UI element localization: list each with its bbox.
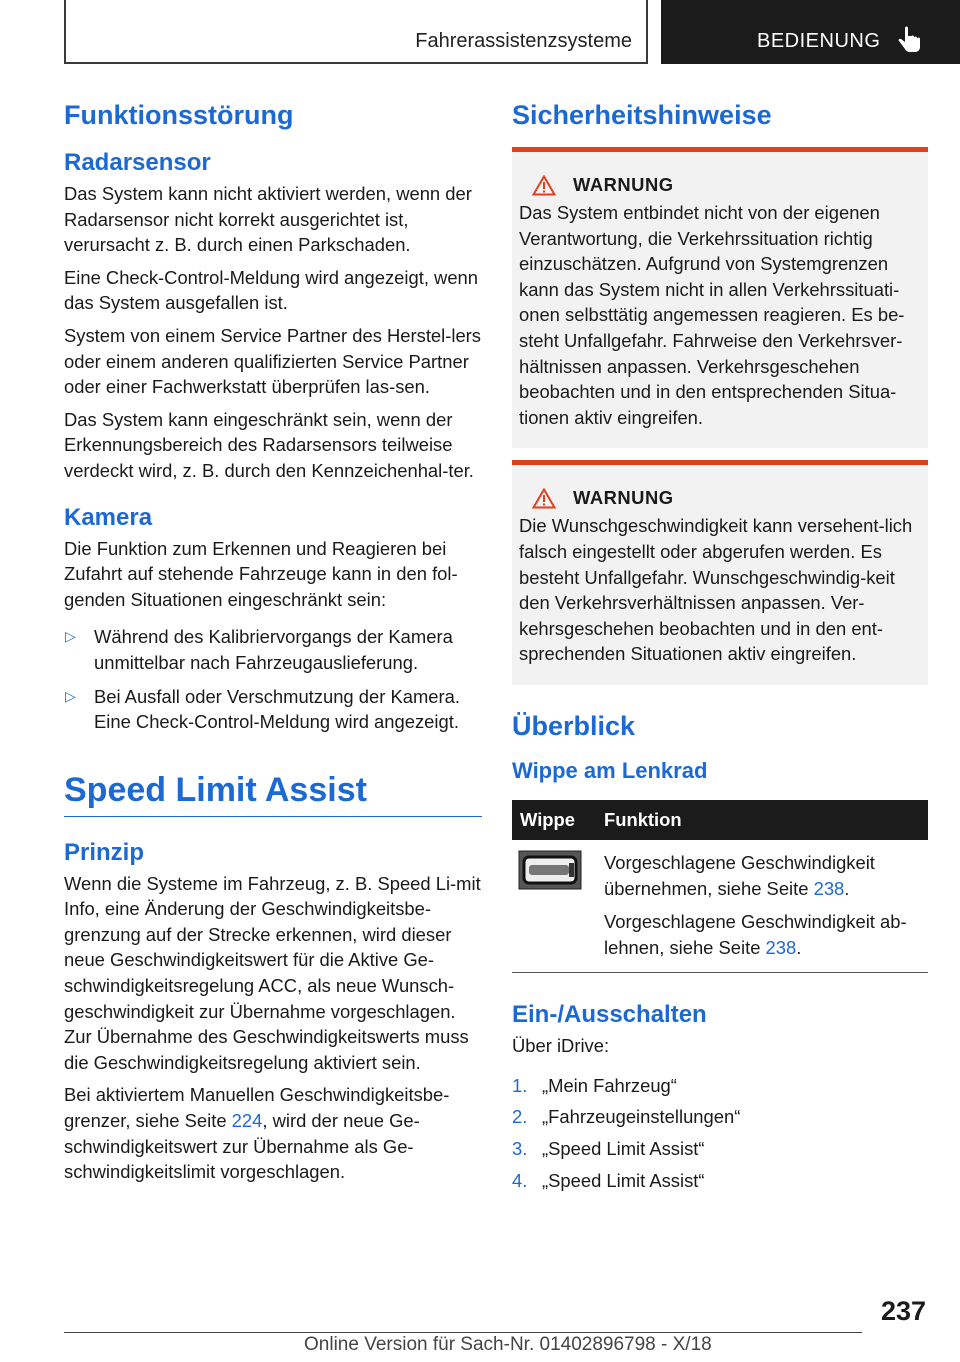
footer-text: Online Version für Sach-Nr. 01402896798 - X/18 [304, 1334, 712, 1355]
heading-kamera: Kamera [64, 503, 153, 531]
header-section-box [64, 0, 648, 64]
list-item: ▷ Während des Kalibriervorgangs der Kamera unmittelbar nach Fahrzeugauslieferung. [65, 626, 453, 673]
header-section-title: Fahrerassistenzsysteme [415, 30, 632, 52]
page-link-238[interactable]: 238 [765, 936, 797, 958]
warning-label: WARNUNG [573, 174, 674, 195]
page-link-224[interactable]: 224 [231, 1110, 263, 1132]
radar-paragraph-4: Das System kann eingeschränkt sein, wenn der Erkennungsbereich des Radarsensors teilweise verdeckt wird, z. B. durch den Kennzeichenhal-ter. [64, 408, 474, 481]
heading-ein-ausschalten: Ein-/Ausschalten [512, 1001, 707, 1029]
ein-intro: Über iDrive: [512, 1035, 610, 1057]
heading-radarsensor: Radarsensor [64, 149, 211, 176]
page-link-238[interactable]: 238 [813, 877, 845, 899]
warning-box-1 [512, 147, 928, 448]
radar-paragraph-1: Das System kann nicht aktiviert werden, wenn der Radarsensor nicht korrekt ausgerichtet ist, verursacht z. B. durch einen Parkschaden. [64, 183, 472, 256]
table-header-funktion: Funktion [604, 800, 928, 840]
kamera-bullet-list [64, 624, 482, 734]
wippe-table [512, 800, 928, 973]
triangle-bullet-icon: ▷ [65, 687, 76, 704]
list-item: 1. „Mein Fahrzeug“ [512, 1074, 677, 1096]
list-item: ▷ Bei Ausfall oder Verschmutzung der Kamera. Eine Check-Control-Meldung wird angezeigt. [65, 685, 460, 733]
steering-rocker-icon [518, 850, 582, 890]
warning-label: WARNUNG [573, 487, 674, 509]
heading-prinzip: Prinzip [64, 838, 145, 866]
radar-paragraph-2: Eine Check-Control-Meldung wird angezeigt, wenn das System ausgefallen ist. [64, 266, 479, 314]
warning-box-2 [512, 460, 928, 685]
section-title-funktionsstoerung: Funktionsstörung [64, 100, 294, 130]
prinzip-paragraph-1: Wenn die Systeme im Fahrzeug, z. B. Speed Li-mit Info, eine Änderung der Geschwindigkeitsbe-grenzung auf der Strecke erkennen, wird dieser neue Geschwindigkeitswert für die Aktive Ge-schwindigkeitsregelung ACC, als neue Wunsch-geschwindigkeit zur Übernahme vorgeschlagen. Zur Übernahme des Geschwindigkeitswerts muss die Geschwindigkeitsregelung aktiviert sein. [64, 872, 481, 1073]
list-item: 3. „Speed Limit Assist“ [512, 1138, 705, 1160]
steps-list [512, 1073, 928, 1193]
header-chapter-title: BEDIENUNG [757, 30, 881, 52]
page-number: 237 [880, 1296, 926, 1326]
warning-triangle-icon [532, 175, 556, 196]
table-cell-ablehnen: Vorgeschlagene Geschwindigkeit ab-lehnen, siehe Seite 238. [604, 911, 907, 958]
hand-pointer-icon [897, 26, 923, 54]
heading-wippe-am-lenkrad: Wippe am Lenkrad [512, 757, 708, 783]
warning-triangle-icon [532, 488, 556, 509]
list-item: 2. „Fahrzeugeinstellungen“ [512, 1106, 741, 1128]
list-item: 4. „Speed Limit Assist“ [512, 1169, 705, 1191]
left-column [64, 100, 482, 1192]
section-title-ueberblick: Überblick [512, 710, 636, 741]
warning-text-1: Das System entbindet nicht von der eigenen Verantwortung, die Verkehrssituation richtig einzuschätzen. Aufgrund von Systemgrenzen kann das System nicht in allen Verkehrssituati-onen selbsttätig angemessen reagieren. Es be-steht Unfallgefahr. Fahrweise den Verkehrsver-hältnissen anpassen. Verkehrsgeschehen beobachten und in den entsprechenden Situa-tionen aktiv eingreifen. [519, 202, 905, 428]
header-chapter-box [661, 0, 960, 64]
section-title-sicherheitshinweise: Sicherheitshinweise [512, 100, 772, 130]
footer-divider [64, 1332, 862, 1333]
warning-text-2: Die Wunschgeschwindigkeit kann versehent-lich falsch eingestellt oder abgerufen werden. Es besteht Unfallgefahr. Wunschgeschwindig-keit den Verkehrsverhältnissen anpassen. Ver-kehrsgeschehen beobachten und in den ent-sprechenden Situationen aktiv eingreifen. [519, 515, 913, 665]
table-header-row [512, 800, 928, 840]
prinzip-paragraph-2: Bei aktiviertem Manuellen Geschwindigkeitsbe-grenzer, siehe Seite 224, wird der neue Ge-schwindigkeitswert zur Übernahme als Ge-schwindigkeitslimit vorgeschlagen. [64, 1084, 450, 1183]
kamera-paragraph: Die Funktion zum Erkennen und Reagieren bei Zufahrt auf stehende Fahrzeuge kann in den fol-genden Situationen eingeschränkt sein: [64, 537, 458, 610]
right-column [512, 100, 928, 1199]
triangle-bullet-icon: ▷ [65, 628, 76, 645]
table-header-wippe: Wippe [512, 800, 604, 840]
table-cell-uebernehmen: Vorgeschlagene Geschwindigkeit übernehmen, siehe Seite 238. [604, 851, 875, 899]
radar-paragraph-3: System von einem Service Partner des Herstel-lers oder einem anderen qualifizierten Service Partner oder einer Fachwerkstatt überprüfen las-sen. [64, 324, 482, 398]
table-row [512, 840, 928, 973]
chapter-title-speed-limit-assist: Speed Limit Assist [64, 771, 482, 817]
